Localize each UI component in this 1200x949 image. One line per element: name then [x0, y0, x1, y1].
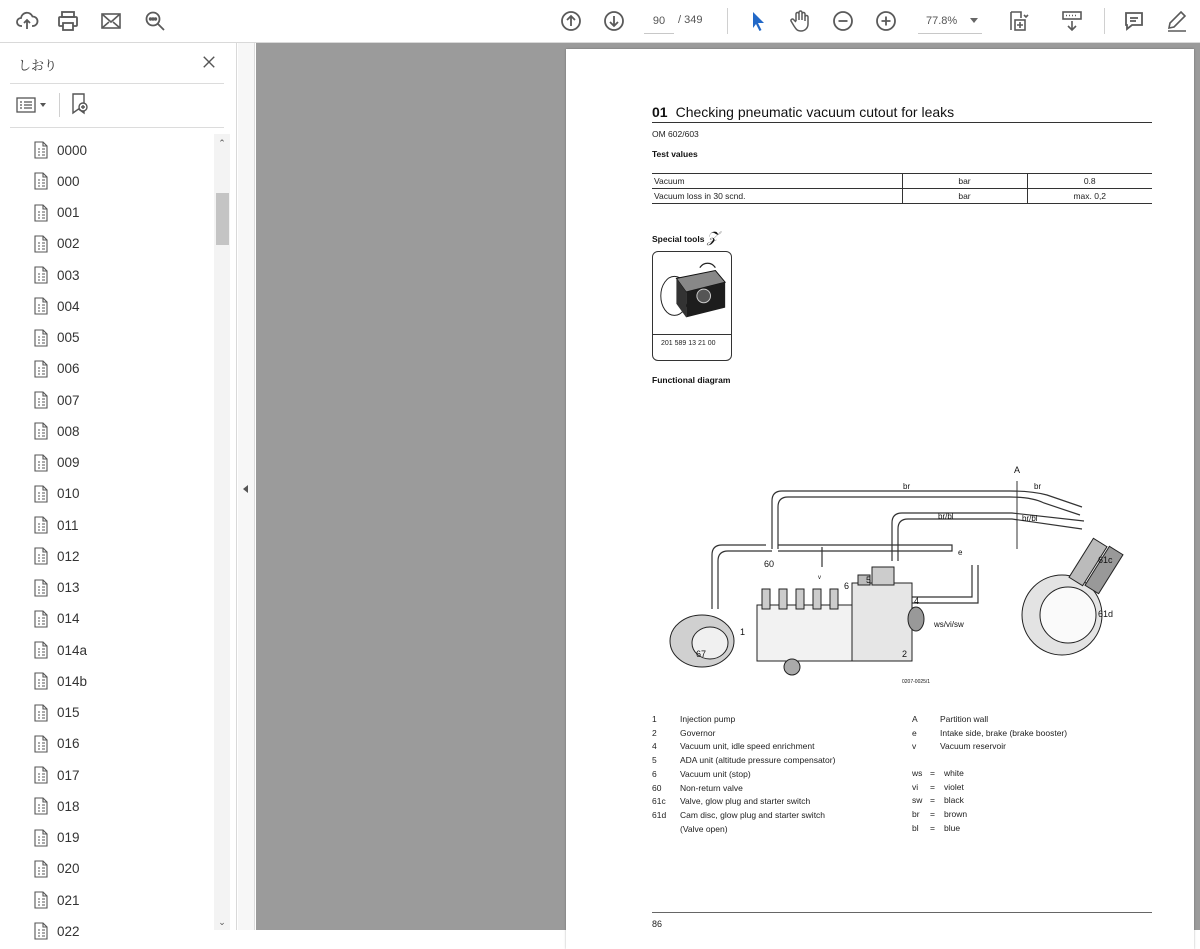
panel-divider	[10, 127, 224, 128]
bookmark-label: 001	[57, 205, 80, 220]
legend-text: black	[944, 795, 964, 806]
legend-text: ADA unit (altitude pressure compensator)	[680, 755, 836, 766]
select-arrow-icon[interactable]	[743, 6, 773, 36]
engine-model: OM 602/603	[652, 129, 699, 139]
bookmark-label: 014b	[57, 673, 88, 689]
bookmark-item[interactable]	[33, 262, 80, 288]
chevron-down-icon	[40, 103, 46, 107]
bookmark-label: 012	[57, 548, 80, 564]
legend-key: 61c	[652, 796, 666, 807]
table-cell-value: 0.8	[1027, 174, 1152, 189]
bookmark-options-button[interactable]	[16, 95, 54, 115]
bookmark-page-icon	[33, 704, 50, 722]
legend-colors	[912, 767, 1152, 836]
zoom-level-select[interactable]	[918, 8, 982, 34]
bookmark-item[interactable]	[33, 856, 80, 882]
legend-row	[652, 713, 912, 727]
bookmark-item[interactable]	[33, 825, 80, 851]
bookmark-label: 005	[57, 330, 80, 345]
bookmark-label: 011	[57, 517, 79, 533]
table-cell-name: Vacuum loss in 30 scnd.	[652, 189, 902, 204]
bookmark-label: 019	[57, 830, 80, 845]
bookmark-label: 010	[57, 486, 80, 502]
toolbar-divider	[727, 8, 728, 34]
bookmark-item[interactable]	[33, 700, 80, 726]
title-rule	[652, 122, 1152, 123]
legend-row	[912, 740, 1152, 754]
tool-part-number: 201 589 13 21 00	[661, 340, 716, 347]
test-values-heading: Test values	[652, 149, 698, 159]
legend-text: Vacuum reservoir	[940, 741, 1006, 752]
bookmarks-tools	[0, 85, 237, 125]
bookmark-page-icon	[33, 204, 50, 222]
bookmark-label: 018	[57, 798, 80, 814]
bookmark-page-icon	[33, 172, 50, 190]
table-cell-unit: bar	[902, 189, 1027, 204]
chevron-down-icon	[970, 18, 978, 23]
diagram-label: 67	[696, 649, 707, 659]
bookmark-item[interactable]	[33, 293, 80, 319]
hand-tool-icon[interactable]	[785, 6, 815, 36]
bookmark-label: 008	[57, 423, 80, 439]
legend-key: br	[912, 809, 920, 820]
main-toolbar	[0, 0, 1200, 43]
bookmark-page-icon	[33, 266, 50, 284]
legend-equals: =	[930, 795, 935, 806]
bookmark-label: 014	[57, 611, 80, 627]
legend-key: vi	[912, 781, 919, 792]
legend-text: Vacuum unit (stop)	[680, 768, 751, 779]
bookmark-label: 017	[57, 767, 80, 783]
legend-row	[652, 740, 912, 754]
vacuum-tester-illustration	[653, 252, 731, 332]
bookmark-label: 002	[57, 236, 80, 252]
bookmark-label: 0000	[57, 142, 88, 158]
bookmark-label: 020	[57, 861, 80, 877]
injection-pump-drawing	[757, 567, 924, 675]
bookmark-label: 006	[57, 361, 80, 377]
bookmark-item[interactable]	[33, 918, 80, 944]
functional-diagram	[652, 429, 1172, 685]
bookmark-page-icon	[33, 297, 50, 315]
diagram-label: 1	[740, 627, 746, 637]
bookmark-label: 016	[57, 736, 80, 752]
legend-key: 6	[652, 768, 657, 779]
legend-row	[652, 782, 912, 796]
legend-text: violet	[944, 781, 964, 792]
diagram-label: ws/vi/sw	[934, 620, 964, 629]
legend-equals: =	[930, 809, 935, 820]
bookmark-page-icon	[33, 610, 50, 628]
diagram-label: 6	[844, 581, 850, 591]
legend-row	[912, 767, 1152, 781]
diagram-label: e	[958, 548, 963, 557]
legend-key: e	[912, 727, 917, 738]
tool-symbol-icon: 𝒵	[706, 229, 719, 246]
toolbar-divider	[1104, 8, 1105, 34]
test-values-table	[652, 173, 1152, 204]
document-page	[566, 49, 1194, 949]
legend-abbreviations	[912, 713, 1152, 754]
legend-text: Injection pump	[680, 714, 736, 724]
diagram-label: v	[818, 575, 821, 581]
legend-row	[652, 768, 912, 782]
bookmark-page-icon	[33, 235, 50, 253]
bookmark-label: 022	[57, 923, 80, 939]
add-bookmark-button[interactable]	[70, 93, 90, 120]
bookmark-page-icon	[33, 516, 50, 534]
previous-page-icon[interactable]	[556, 6, 586, 36]
legend-equals: =	[930, 822, 935, 833]
bookmark-page-icon	[33, 579, 50, 597]
legend-key: ws	[912, 768, 923, 778]
bookmark-label: 015	[57, 705, 80, 720]
bookmark-item[interactable]	[33, 137, 87, 163]
diagram-label: 5	[866, 575, 872, 585]
special-tools-heading: Special tools 𝒵	[652, 229, 719, 246]
document-viewer[interactable]	[256, 43, 1200, 930]
bookmark-page-icon	[33, 829, 50, 847]
bookmark-page-icon	[33, 547, 50, 565]
comment-icon[interactable]	[1119, 6, 1149, 36]
diagram-label: br	[1034, 482, 1042, 491]
bookmark-item[interactable]	[33, 731, 80, 757]
legend-row	[912, 808, 1152, 822]
footer-rule	[652, 912, 1152, 913]
diagram-label: br	[903, 482, 911, 491]
bookmark-page-icon	[33, 485, 50, 503]
bookmark-page-icon	[33, 422, 50, 440]
legend-row	[912, 781, 1152, 795]
diagram-label: br/bl	[1022, 514, 1038, 523]
table-cell-name: Vacuum	[652, 174, 902, 189]
list-options-icon	[16, 97, 36, 113]
bookmark-item[interactable]	[33, 387, 80, 413]
bookmark-item[interactable]	[33, 200, 80, 226]
bookmark-page-icon	[33, 641, 50, 659]
legend-text: Valve, glow plug and starter switch	[680, 796, 811, 807]
table-row	[652, 189, 1152, 204]
diagram-label: 61d	[1098, 609, 1114, 619]
legend-text: (Valve open)	[680, 823, 728, 834]
scroll-up-icon[interactable]: ⌃	[218, 137, 226, 148]
bookmark-page-icon	[33, 454, 50, 472]
section-title-text: Checking pneumatic vacuum cutout for leaks	[675, 104, 955, 120]
bookmark-page-icon	[33, 797, 50, 815]
legend-text: Partition wall	[940, 714, 989, 724]
bookmark-page-icon	[33, 891, 50, 909]
bookmark-list	[0, 134, 214, 939]
zoom-in-icon[interactable]	[871, 6, 901, 36]
bookmark-page-icon	[33, 860, 50, 878]
page-number: 86	[652, 919, 663, 929]
diagram-label: A	[1014, 465, 1021, 475]
page-number-input[interactable]	[644, 8, 674, 34]
fit-page-icon[interactable]	[1004, 6, 1034, 36]
bookmark-scrollbar[interactable]	[214, 134, 230, 930]
bookmark-page-icon	[33, 766, 50, 784]
table-row	[652, 174, 1152, 189]
bookmarks-panel-title: しおり	[18, 58, 58, 73]
bookmark-page-icon	[33, 329, 50, 347]
legend-text: Intake side, brake (brake booster)	[940, 727, 1068, 738]
legend-row	[652, 754, 912, 768]
bookmark-label: 004	[57, 298, 80, 314]
legend-key: 61d	[652, 809, 667, 820]
scroll-down-icon[interactable]: ⌄	[218, 916, 226, 927]
legend-equals: =	[930, 768, 935, 778]
bookmark-item[interactable]	[33, 450, 80, 476]
legend-row	[912, 713, 1152, 727]
legend-components	[652, 713, 912, 836]
bookmark-label: 007	[57, 392, 80, 408]
scroll-mode-icon[interactable]	[1057, 6, 1087, 36]
bookmark-page-icon	[33, 141, 50, 159]
legend-key	[652, 823, 680, 837]
bookmark-item[interactable]	[33, 325, 80, 351]
bookmark-item[interactable]	[33, 512, 79, 538]
bookmark-page-icon	[33, 360, 50, 378]
legend-key: 2	[652, 727, 657, 738]
close-icon[interactable]	[198, 51, 220, 73]
zoom-out-icon[interactable]	[828, 6, 858, 36]
bookmark-label: 021	[57, 892, 80, 908]
bookmark-item[interactable]	[33, 887, 80, 913]
legend-row	[652, 809, 912, 823]
bookmark-label: 013	[57, 580, 80, 595]
table-cell-unit: bar	[902, 174, 1027, 189]
legend-text: Non-return valve	[680, 782, 743, 793]
legend-key: 5	[652, 755, 657, 766]
bookmark-label: 009	[57, 455, 80, 470]
legend-text: blue	[944, 822, 961, 833]
chevron-left-icon	[243, 485, 248, 493]
sidebar-collapse-handle[interactable]	[238, 43, 255, 930]
brake-booster-drawing	[670, 615, 734, 667]
diagram-label: br/bl	[938, 512, 954, 521]
bookmark-page-icon	[33, 922, 50, 940]
bookmark-item[interactable]	[33, 606, 80, 632]
bookmarks-panel	[0, 43, 237, 939]
legend-text: brown	[944, 809, 968, 820]
email-icon[interactable]	[96, 6, 126, 36]
special-tool-card	[652, 251, 732, 361]
pen-sign-icon[interactable]	[1162, 6, 1192, 36]
panel-divider	[10, 83, 224, 84]
page-total-label: / 349	[678, 14, 703, 26]
bookmark-label: 003	[57, 267, 80, 283]
legend-equals: =	[930, 781, 935, 792]
functional-diagram-heading: Functional diagram	[652, 375, 731, 385]
diagram-label: 2	[902, 649, 908, 659]
bookmark-item[interactable]	[33, 481, 80, 507]
bookmark-item[interactable]	[33, 762, 80, 788]
legend-row	[652, 823, 912, 837]
legend-text: white	[944, 768, 964, 778]
legend-row	[912, 794, 1152, 808]
legend-row	[912, 822, 1152, 836]
bookmarks-panel-header	[0, 43, 237, 83]
table-cell-value: max. 0,2	[1027, 189, 1152, 204]
bookmark-item[interactable]	[33, 793, 80, 819]
bookmark-label: 014a	[57, 642, 88, 658]
next-page-icon[interactable]	[599, 6, 629, 36]
bookmark-item[interactable]	[33, 543, 80, 569]
bookmark-add-icon	[70, 93, 90, 115]
bookmark-item[interactable]	[33, 637, 87, 663]
bookmark-item[interactable]	[33, 356, 80, 382]
bookmark-label: 000	[57, 173, 80, 189]
legend-key: 60	[652, 782, 662, 793]
upload-cloud-icon[interactable]	[12, 6, 42, 36]
legend-row	[912, 727, 1152, 741]
tools-divider	[59, 93, 60, 117]
diagram-label: 60	[764, 559, 775, 569]
diagram-label: 0207-0025/1	[902, 679, 931, 685]
diagram-label: 4	[914, 596, 920, 606]
find-zoom-icon[interactable]	[140, 6, 170, 36]
legend-key: bl	[912, 822, 919, 833]
diagram-label: 61c	[1098, 555, 1113, 565]
print-icon[interactable]	[53, 6, 83, 36]
legend-row	[652, 795, 912, 809]
tool-divider	[653, 334, 731, 335]
legend-row	[652, 727, 912, 741]
zoom-level-value: 77.8%	[926, 14, 958, 27]
bookmark-item[interactable]	[33, 231, 80, 257]
bookmark-item[interactable]	[33, 575, 80, 601]
bookmark-page-icon	[33, 391, 50, 409]
legend-key: sw	[912, 795, 923, 806]
bookmark-item[interactable]	[33, 168, 80, 194]
legend-text: Governor	[680, 727, 716, 738]
bookmark-item[interactable]	[33, 668, 87, 694]
legend-key: A	[912, 714, 918, 724]
legend-text: Vacuum unit, idle speed enrichment	[680, 741, 815, 752]
legend-key: 1	[652, 714, 657, 724]
bookmark-page-icon	[33, 735, 50, 753]
section-number: 01	[652, 104, 668, 120]
legend-key: 4	[652, 741, 657, 752]
section-title	[652, 104, 954, 120]
bookmark-item[interactable]	[33, 418, 80, 444]
bookmark-scroll-thumb[interactable]	[216, 193, 229, 245]
legend-key: v	[912, 741, 917, 752]
legend-text: Cam disc, glow plug and starter switch	[680, 809, 826, 820]
bookmark-page-icon	[33, 672, 50, 690]
